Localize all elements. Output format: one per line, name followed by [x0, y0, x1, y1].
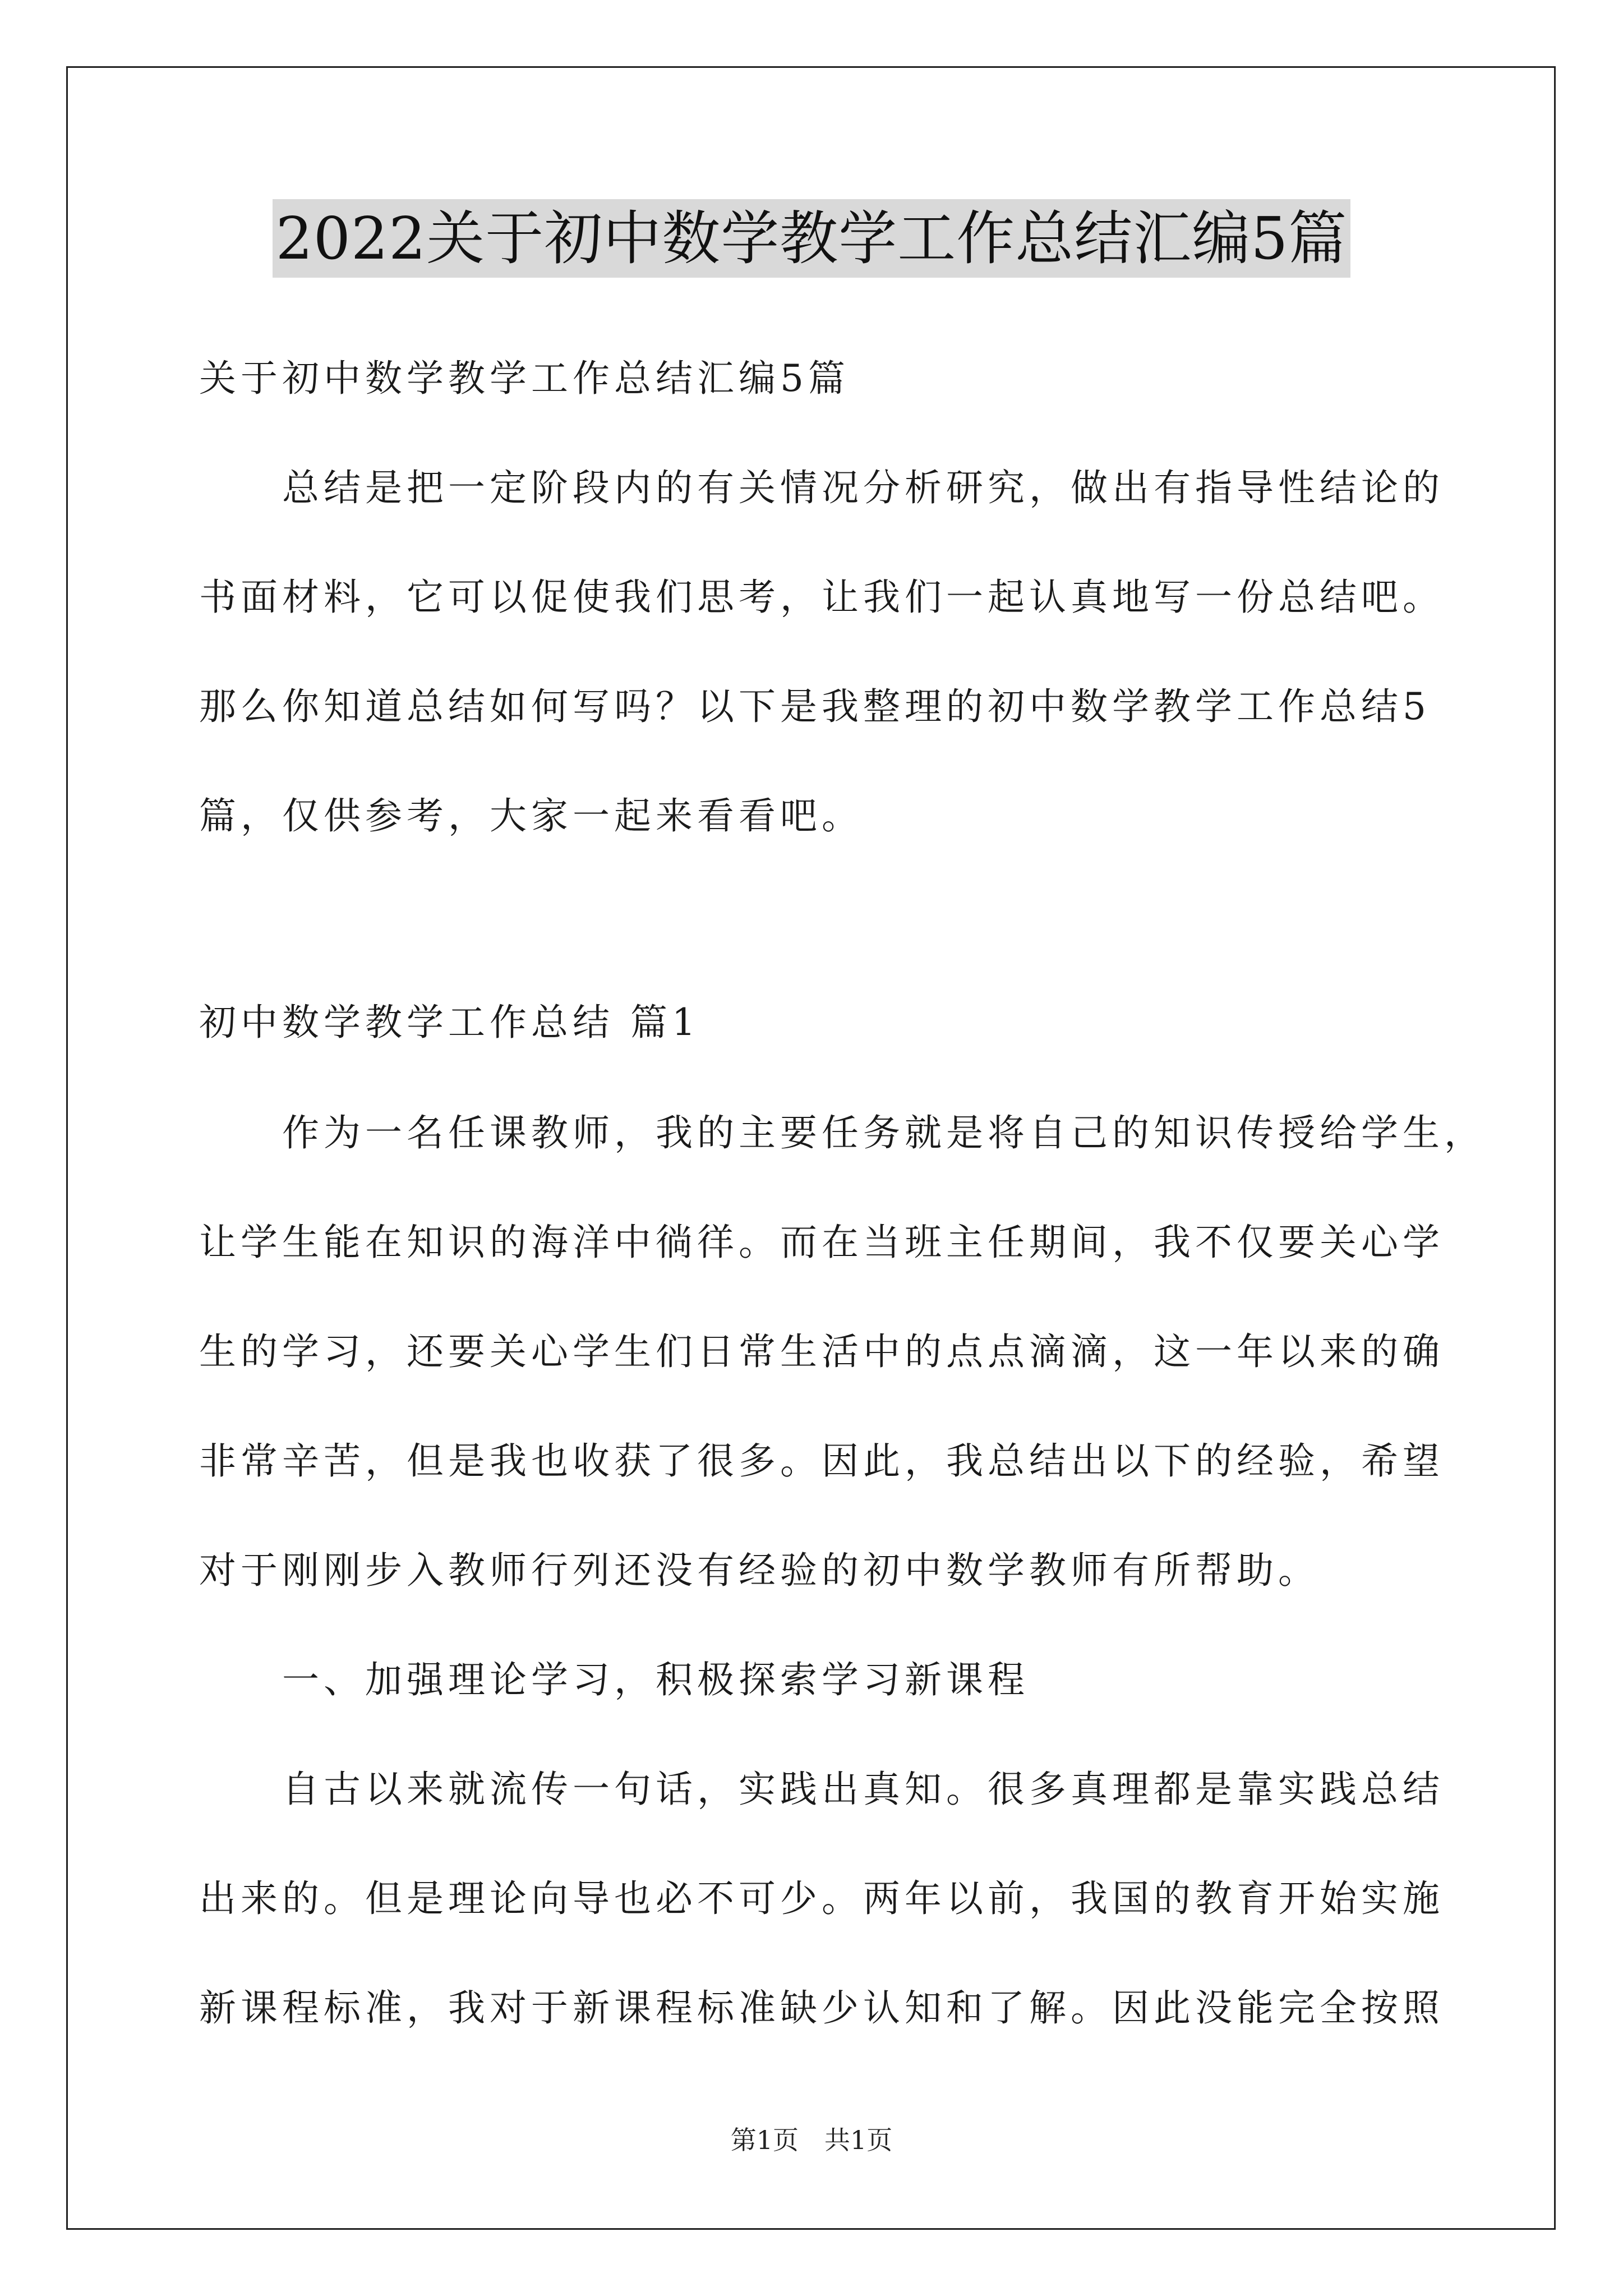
- section-heading: 初中数学教学工作总结 篇1: [199, 1001, 700, 1044]
- paragraph-line: 新课程标准，我对于新课程标准缺少认知和了解。因此没能完全按照: [199, 1986, 1444, 2030]
- paragraph-line: 生的学习，还要关心学生们日常生活中的点点滴滴，这一年以来的确: [199, 1330, 1444, 1373]
- subsection-heading: 一、加强理论学习，积极探索学习新课程: [199, 1658, 1029, 1701]
- title-container: [0, 199, 1623, 278]
- paragraph-line: 总结是把一定阶段内的有关情况分析研究，做出有指导性结论的: [199, 466, 1444, 509]
- document-title: 2022关于初中数学教学工作总结汇编5篇: [273, 199, 1351, 278]
- paragraph-line: 让学生能在知识的海洋中徜徉。而在当班主任期间，我不仅要关心学: [199, 1221, 1444, 1264]
- paragraph-line: 自古以来就流传一句话，实践出真知。很多真理都是靠实践总结: [199, 1768, 1444, 1811]
- paragraph-line: 书面材料，它可以促使我们思考，让我们一起认真地写一份总结吧。: [199, 576, 1444, 619]
- paragraph-line: 出来的。但是理论向导也必不可少。两年以前，我国的教育开始实施: [199, 1877, 1444, 1920]
- paragraph-line: 非常辛苦，但是我也收获了很多。因此，我总结出以下的经验，希望: [199, 1439, 1444, 1483]
- page-footer: 第1页 共1页: [730, 2125, 893, 2155]
- paragraph-line: 对于刚刚步入教师行列还没有经验的初中数学教师有所帮助。: [199, 1549, 1320, 1592]
- paragraph-line: 作为一名任课教师，我的主要任务就是将自己的知识传授给学生，: [199, 1111, 1486, 1154]
- subtitle-line: 关于初中数学教学工作总结汇编5篇: [199, 357, 850, 400]
- paragraph-line: 那么你知道总结如何写吗？以下是我整理的初中数学教学工作总结5: [199, 685, 1431, 728]
- paragraph-line: 篇，仅供参考，大家一起来看看吧。: [199, 794, 863, 838]
